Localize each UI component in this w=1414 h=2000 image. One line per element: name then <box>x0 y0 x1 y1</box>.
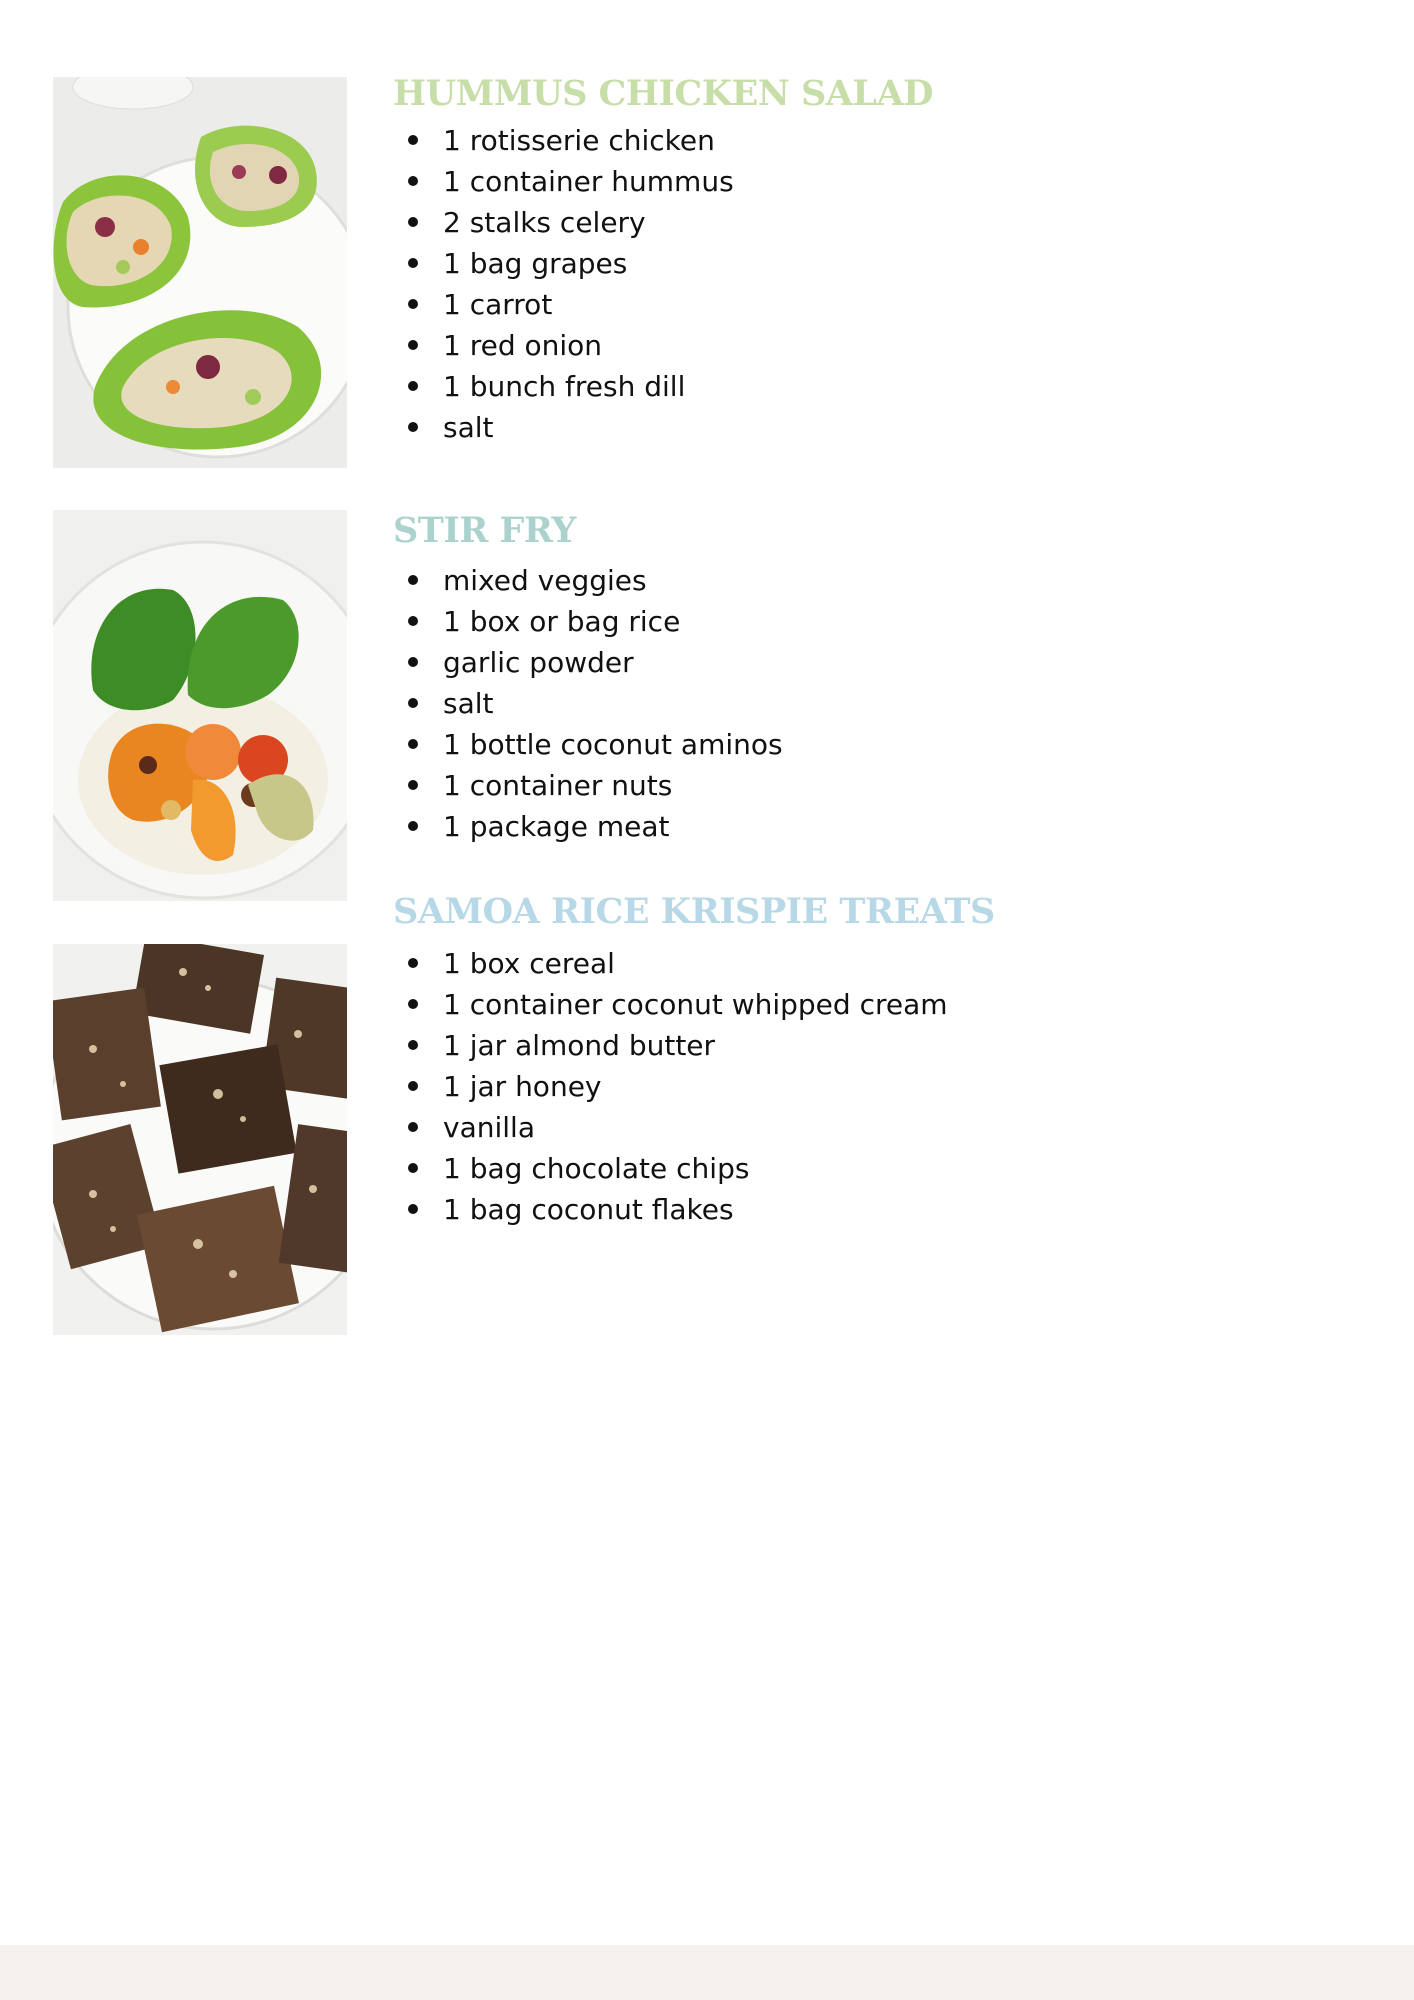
ingredient-item: 1 container nuts <box>393 765 783 806</box>
bullet-icon <box>408 422 418 432</box>
bullet-icon <box>408 1081 418 1091</box>
bullet-icon <box>408 657 418 667</box>
bullet-icon <box>408 616 418 626</box>
bullet-icon <box>408 698 418 708</box>
ingredient-item: 1 container coconut whipped cream <box>393 984 948 1025</box>
recipe-title: STIR FRY <box>393 510 576 551</box>
chicken-salad-photo <box>53 77 347 468</box>
bullet-icon <box>408 340 418 350</box>
bullet-icon <box>408 258 418 268</box>
ingredient-item: 1 box cereal <box>393 943 948 984</box>
chicken-salad-image <box>53 77 347 468</box>
bullet-icon <box>408 176 418 186</box>
ingredient-item: 1 bag coconut flakes <box>393 1189 948 1230</box>
ingredient-list <box>393 943 948 1230</box>
ingredient-item: 1 bag grapes <box>393 243 734 284</box>
ingredient-item: 1 bunch fresh dill <box>393 366 734 407</box>
footer-band <box>0 1945 1414 2000</box>
rice-krispie-treats-photo <box>53 944 347 1335</box>
ingredient-item: 1 jar almond butter <box>393 1025 948 1066</box>
ingredient-item: garlic powder <box>393 642 783 683</box>
ingredient-item: 1 box or bag rice <box>393 601 783 642</box>
bullet-icon <box>408 739 418 749</box>
ingredient-item: 1 container hummus <box>393 161 734 202</box>
bullet-icon <box>408 999 418 1009</box>
bullet-icon <box>408 1204 418 1214</box>
ingredient-item: 2 stalks celery <box>393 202 734 243</box>
ingredient-list <box>393 560 783 847</box>
bullet-icon <box>408 1122 418 1132</box>
bullet-icon <box>408 1040 418 1050</box>
bullet-icon <box>408 958 418 968</box>
ingredient-item: mixed veggies <box>393 560 783 601</box>
stir-fry-image <box>53 510 347 901</box>
ingredient-list <box>393 120 734 448</box>
bullet-icon <box>408 575 418 585</box>
bullet-icon <box>408 135 418 145</box>
bullet-icon <box>408 217 418 227</box>
bullet-icon <box>408 821 418 831</box>
ingredient-item: 1 rotisserie chicken <box>393 120 734 161</box>
ingredient-item: salt <box>393 407 734 448</box>
ingredient-item: 1 bottle coconut aminos <box>393 724 783 765</box>
ingredient-item: vanilla <box>393 1107 948 1148</box>
bullet-icon <box>408 381 418 391</box>
stir-fry-photo <box>53 510 347 901</box>
recipe-title: HUMMUS CHICKEN SALAD <box>393 73 934 114</box>
bullet-icon <box>408 299 418 309</box>
ingredient-item: 1 package meat <box>393 806 783 847</box>
ingredient-item: 1 bag chocolate chips <box>393 1148 948 1189</box>
ingredient-item: 1 jar honey <box>393 1066 948 1107</box>
ingredient-item: salt <box>393 683 783 724</box>
ingredient-item: 1 carrot <box>393 284 734 325</box>
bullet-icon <box>408 780 418 790</box>
ingredient-item: 1 red onion <box>393 325 734 366</box>
recipe-title: SAMOA RICE KRISPIE TREATS <box>393 891 995 932</box>
rice-krispie-treats-image <box>53 944 347 1335</box>
bullet-icon <box>408 1163 418 1173</box>
